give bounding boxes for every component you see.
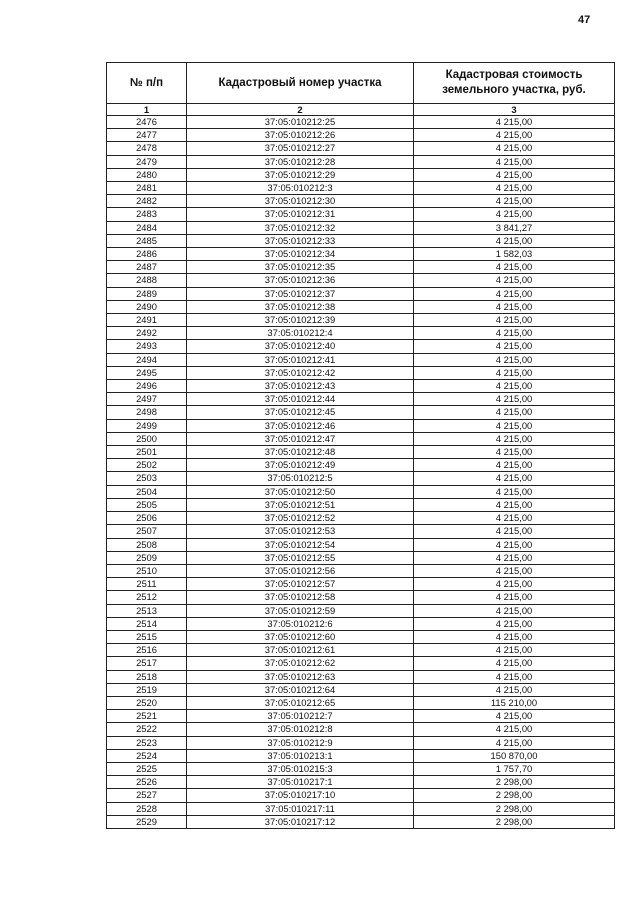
table-row — [107, 195, 615, 208]
cadastral-value: 4 215,00 — [414, 116, 615, 129]
cadastral-value: 4 215,00 — [414, 208, 615, 221]
table-row — [107, 406, 615, 419]
cadastral-value: 4 215,00 — [414, 525, 615, 538]
row-number: 2501 — [107, 446, 187, 459]
cadastral-value: 4 215,00 — [414, 406, 615, 419]
cadastral-value: 4 215,00 — [414, 630, 615, 643]
cadastral-value: 4 215,00 — [414, 670, 615, 683]
row-number: 2529 — [107, 815, 187, 828]
cadastral-value: 2 298,00 — [414, 776, 615, 789]
cadastral-number: 37:05:010212:6 — [187, 617, 414, 630]
cadastral-value: 4 215,00 — [414, 142, 615, 155]
cadastral-number: 37:05:010212:53 — [187, 525, 414, 538]
cadastral-value: 4 215,00 — [414, 300, 615, 313]
cadastral-number: 37:05:010212:7 — [187, 710, 414, 723]
cadastral-number: 37:05:010212:35 — [187, 261, 414, 274]
table-row — [107, 142, 615, 155]
table-row — [107, 670, 615, 683]
cadastral-value: 4 215,00 — [414, 498, 615, 511]
row-number: 2506 — [107, 512, 187, 525]
table-row — [107, 644, 615, 657]
row-number: 2502 — [107, 459, 187, 472]
row-number: 2483 — [107, 208, 187, 221]
cadastral-number: 37:05:010212:25 — [187, 116, 414, 129]
cadastral-number: 37:05:010212:45 — [187, 406, 414, 419]
cadastral-number: 37:05:010212:48 — [187, 446, 414, 459]
table-row — [107, 551, 615, 564]
row-number: 2509 — [107, 551, 187, 564]
cadastral-value: 1 582,03 — [414, 248, 615, 261]
cadastral-number: 37:05:010212:50 — [187, 485, 414, 498]
table-row — [107, 749, 615, 762]
table-row — [107, 248, 615, 261]
cadastral-number: 37:05:010217:10 — [187, 789, 414, 802]
cadastral-number: 37:05:010212:30 — [187, 195, 414, 208]
header-cadastral-value: Кадастровая стоимость земельного участка, руб. — [414, 63, 615, 104]
cadastral-value: 4 215,00 — [414, 366, 615, 379]
table-row — [107, 393, 615, 406]
cadastral-value: 115 210,00 — [414, 696, 615, 709]
cadastral-value: 4 215,00 — [414, 261, 615, 274]
row-number: 2477 — [107, 129, 187, 142]
table-column-numbers-row — [107, 104, 615, 116]
cadastral-value: 4 215,00 — [414, 604, 615, 617]
table-row — [107, 380, 615, 393]
table-row — [107, 802, 615, 815]
cadastral-value: 4 215,00 — [414, 578, 615, 591]
table-row — [107, 762, 615, 775]
table-row — [107, 300, 615, 313]
cadastral-number: 37:05:010212:36 — [187, 274, 414, 287]
row-number: 2519 — [107, 683, 187, 696]
row-number: 2495 — [107, 366, 187, 379]
row-number: 2484 — [107, 221, 187, 234]
cadastral-number: 37:05:010212:49 — [187, 459, 414, 472]
cadastral-value: 150 870,00 — [414, 749, 615, 762]
cadastral-number: 37:05:010212:9 — [187, 736, 414, 749]
row-number: 2490 — [107, 300, 187, 313]
cadastral-number: 37:05:010212:26 — [187, 129, 414, 142]
table-row — [107, 340, 615, 353]
cadastral-value: 4 215,00 — [414, 155, 615, 168]
row-number: 2525 — [107, 762, 187, 775]
table-row — [107, 617, 615, 630]
cadastral-value: 4 215,00 — [414, 657, 615, 670]
table-row — [107, 789, 615, 802]
row-number: 2489 — [107, 287, 187, 300]
row-number: 2518 — [107, 670, 187, 683]
table-row — [107, 815, 615, 828]
row-number: 2516 — [107, 644, 187, 657]
row-number: 2491 — [107, 314, 187, 327]
cadastral-number: 37:05:010212:63 — [187, 670, 414, 683]
cadastral-number: 37:05:010212:60 — [187, 630, 414, 643]
cadastral-number: 37:05:010212:58 — [187, 591, 414, 604]
row-number: 2514 — [107, 617, 187, 630]
table-row — [107, 182, 615, 195]
row-number: 2507 — [107, 525, 187, 538]
cadastral-value: 4 215,00 — [414, 314, 615, 327]
table-row — [107, 498, 615, 511]
cadastral-value: 4 215,00 — [414, 617, 615, 630]
row-number: 2508 — [107, 538, 187, 551]
row-number: 2476 — [107, 116, 187, 129]
cadastral-number: 37:05:010212:64 — [187, 683, 414, 696]
table-row — [107, 578, 615, 591]
cadastral-value: 4 215,00 — [414, 327, 615, 340]
cadastral-table — [106, 62, 615, 829]
header-cadastral-number: Кадастровый номер участка — [187, 63, 414, 104]
cadastral-number: 37:05:010212:34 — [187, 248, 414, 261]
table-row — [107, 274, 615, 287]
cadastral-number: 37:05:010212:43 — [187, 380, 414, 393]
table-row — [107, 314, 615, 327]
cadastral-value: 4 215,00 — [414, 168, 615, 181]
cadastral-value: 4 215,00 — [414, 512, 615, 525]
row-number: 2481 — [107, 182, 187, 195]
table-row — [107, 419, 615, 432]
cadastral-value: 2 298,00 — [414, 815, 615, 828]
row-number: 2526 — [107, 776, 187, 789]
column-number-3: 3 — [414, 104, 615, 116]
cadastral-number: 37:05:010212:61 — [187, 644, 414, 657]
cadastral-number: 37:05:010212:42 — [187, 366, 414, 379]
table-row — [107, 432, 615, 445]
cadastral-number: 37:05:010212:59 — [187, 604, 414, 617]
table-row — [107, 564, 615, 577]
table-row — [107, 234, 615, 247]
table-row — [107, 683, 615, 696]
table-row — [107, 459, 615, 472]
table-row — [107, 353, 615, 366]
row-number: 2517 — [107, 657, 187, 670]
column-number-1: 1 — [107, 104, 187, 116]
cadastral-value: 4 215,00 — [414, 353, 615, 366]
cadastral-value: 4 215,00 — [414, 393, 615, 406]
row-number: 2523 — [107, 736, 187, 749]
table-row — [107, 221, 615, 234]
cadastral-value: 4 215,00 — [414, 683, 615, 696]
table-row — [107, 604, 615, 617]
table-row — [107, 696, 615, 709]
cadastral-value: 4 215,00 — [414, 723, 615, 736]
cadastral-value: 2 298,00 — [414, 802, 615, 815]
cadastral-number: 37:05:010212:56 — [187, 564, 414, 577]
cadastral-number: 37:05:010212:41 — [187, 353, 414, 366]
table-row — [107, 657, 615, 670]
cadastral-number: 37:05:010217:11 — [187, 802, 414, 815]
cadastral-number: 37:05:010212:29 — [187, 168, 414, 181]
row-number: 2496 — [107, 380, 187, 393]
cadastral-value: 4 215,00 — [414, 419, 615, 432]
cadastral-value: 4 215,00 — [414, 591, 615, 604]
row-number: 2494 — [107, 353, 187, 366]
table-row — [107, 261, 615, 274]
cadastral-value: 4 215,00 — [414, 195, 615, 208]
cadastral-value: 4 215,00 — [414, 644, 615, 657]
cadastral-number: 37:05:010212:27 — [187, 142, 414, 155]
table-row — [107, 776, 615, 789]
cadastral-number: 37:05:010212:46 — [187, 419, 414, 432]
cadastral-number: 37:05:010217:1 — [187, 776, 414, 789]
table-row — [107, 538, 615, 551]
row-number: 2488 — [107, 274, 187, 287]
cadastral-number: 37:05:010212:37 — [187, 287, 414, 300]
cadastral-value: 4 215,00 — [414, 551, 615, 564]
row-number: 2515 — [107, 630, 187, 643]
cadastral-number: 37:05:010212:47 — [187, 432, 414, 445]
cadastral-number: 37:05:010212:8 — [187, 723, 414, 736]
cadastral-value: 4 215,00 — [414, 472, 615, 485]
row-number: 2498 — [107, 406, 187, 419]
cadastral-value: 1 757,70 — [414, 762, 615, 775]
table-row — [107, 630, 615, 643]
table-row — [107, 208, 615, 221]
cadastral-number: 37:05:010212:51 — [187, 498, 414, 511]
cadastral-number: 37:05:010212:31 — [187, 208, 414, 221]
cadastral-value: 4 215,00 — [414, 234, 615, 247]
column-number-2: 2 — [187, 104, 414, 116]
cadastral-number: 37:05:010212:28 — [187, 155, 414, 168]
cadastral-number: 37:05:010212:54 — [187, 538, 414, 551]
table-row — [107, 129, 615, 142]
cadastral-number: 37:05:010212:57 — [187, 578, 414, 591]
table-row — [107, 472, 615, 485]
row-number: 2511 — [107, 578, 187, 591]
cadastral-number: 37:05:010212:65 — [187, 696, 414, 709]
row-number: 2528 — [107, 802, 187, 815]
cadastral-number: 37:05:010212:55 — [187, 551, 414, 564]
cadastral-value: 4 215,00 — [414, 432, 615, 445]
table-row — [107, 155, 615, 168]
cadastral-number: 37:05:010212:40 — [187, 340, 414, 353]
row-number: 2486 — [107, 248, 187, 261]
table-row — [107, 512, 615, 525]
row-number: 2520 — [107, 696, 187, 709]
row-number: 2485 — [107, 234, 187, 247]
row-number: 2497 — [107, 393, 187, 406]
row-number: 2499 — [107, 419, 187, 432]
table-row — [107, 591, 615, 604]
table-body — [107, 116, 615, 829]
page-number: 47 — [578, 14, 591, 26]
cadastral-number: 37:05:010212:32 — [187, 221, 414, 234]
cadastral-value: 4 215,00 — [414, 129, 615, 142]
table-header-row — [107, 63, 615, 104]
table-row — [107, 327, 615, 340]
table-row — [107, 710, 615, 723]
cadastral-value: 4 215,00 — [414, 710, 615, 723]
row-number: 2482 — [107, 195, 187, 208]
cadastral-number: 37:05:010213:1 — [187, 749, 414, 762]
table-row — [107, 168, 615, 181]
table-row — [107, 736, 615, 749]
cadastral-value: 4 215,00 — [414, 459, 615, 472]
table-row — [107, 116, 615, 129]
cadastral-number: 37:05:010212:38 — [187, 300, 414, 313]
row-number: 2504 — [107, 485, 187, 498]
row-number: 2521 — [107, 710, 187, 723]
cadastral-number: 37:05:010212:33 — [187, 234, 414, 247]
cadastral-value: 4 215,00 — [414, 564, 615, 577]
row-number: 2478 — [107, 142, 187, 155]
cadastral-number: 37:05:010212:39 — [187, 314, 414, 327]
cadastral-value: 2 298,00 — [414, 789, 615, 802]
cadastral-number: 37:05:010212:52 — [187, 512, 414, 525]
row-number: 2512 — [107, 591, 187, 604]
cadastral-value: 3 841,27 — [414, 221, 615, 234]
row-number: 2513 — [107, 604, 187, 617]
header-number: № п/п — [107, 63, 187, 104]
cadastral-number: 37:05:010215:3 — [187, 762, 414, 775]
row-number: 2480 — [107, 168, 187, 181]
table-row — [107, 723, 615, 736]
cadastral-number: 37:05:010212:4 — [187, 327, 414, 340]
cadastral-value: 4 215,00 — [414, 274, 615, 287]
table-row — [107, 446, 615, 459]
table-row — [107, 485, 615, 498]
cadastral-value: 4 215,00 — [414, 182, 615, 195]
row-number: 2492 — [107, 327, 187, 340]
table-row — [107, 287, 615, 300]
cadastral-number: 37:05:010212:5 — [187, 472, 414, 485]
table-row — [107, 366, 615, 379]
cadastral-value: 4 215,00 — [414, 485, 615, 498]
cadastral-number: 37:05:010217:12 — [187, 815, 414, 828]
cadastral-value: 4 215,00 — [414, 340, 615, 353]
cadastral-number: 37:05:010212:3 — [187, 182, 414, 195]
row-number: 2500 — [107, 432, 187, 445]
cadastral-number: 37:05:010212:62 — [187, 657, 414, 670]
cadastral-value: 4 215,00 — [414, 446, 615, 459]
cadastral-value: 4 215,00 — [414, 538, 615, 551]
row-number: 2510 — [107, 564, 187, 577]
row-number: 2524 — [107, 749, 187, 762]
cadastral-value: 4 215,00 — [414, 736, 615, 749]
cadastral-value: 4 215,00 — [414, 380, 615, 393]
row-number: 2505 — [107, 498, 187, 511]
row-number: 2487 — [107, 261, 187, 274]
row-number: 2493 — [107, 340, 187, 353]
row-number: 2503 — [107, 472, 187, 485]
row-number: 2522 — [107, 723, 187, 736]
row-number: 2527 — [107, 789, 187, 802]
row-number: 2479 — [107, 155, 187, 168]
cadastral-value: 4 215,00 — [414, 287, 615, 300]
cadastral-number: 37:05:010212:44 — [187, 393, 414, 406]
table-row — [107, 525, 615, 538]
